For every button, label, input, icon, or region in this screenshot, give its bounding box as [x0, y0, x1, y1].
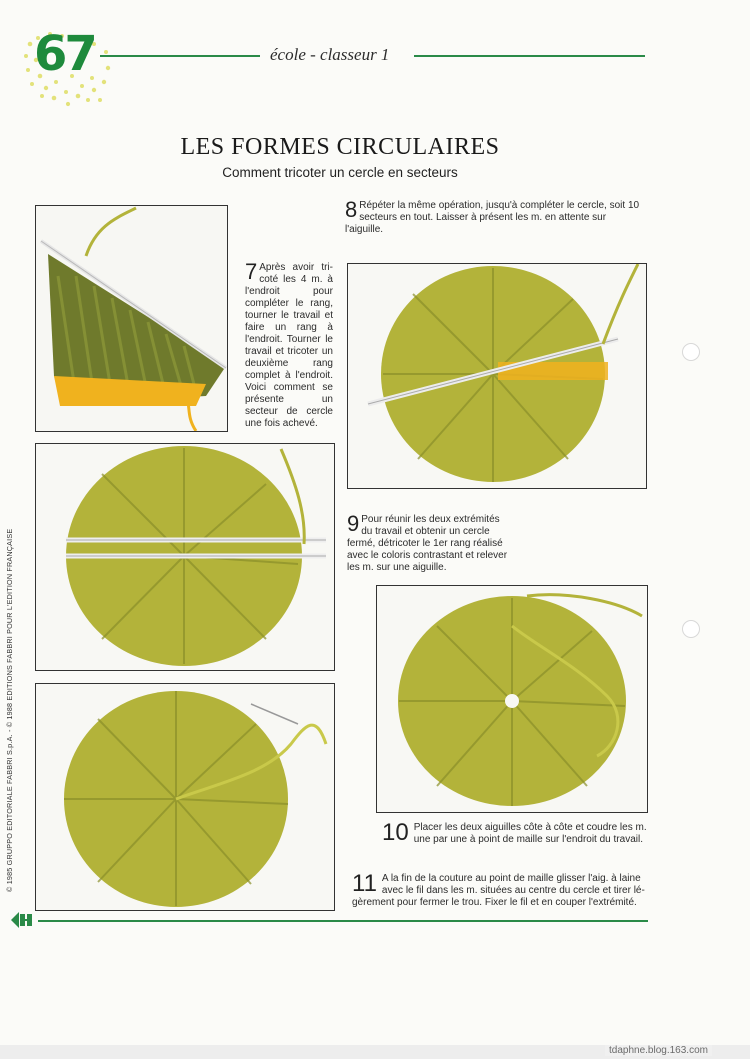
header-rule-left	[100, 55, 260, 57]
step-10-number: 10	[382, 819, 409, 846]
step-7-text: Après avoir tricoté les 4 m. à l'endroit pour compléter le rang, tourner le travail et faire un rang à l'endroit. Tourner le travail et tricoter un deuxième rang complet à l'endroit. Voici comment se présente un secteur de cercle une fois achevé.	[245, 262, 333, 429]
footer-rule	[38, 920, 648, 922]
step-7-number: 7	[245, 259, 258, 284]
photo-step-10	[376, 585, 648, 813]
step-9	[347, 511, 512, 574]
step-9-text: Pour réunir les deux extrémités du travail et obtenir un cercle fermé, détricoter le 1er rang réalisé avec le coloris contrastant et relever les m. sur une aiguille.	[347, 514, 508, 573]
step-10	[382, 819, 647, 846]
double-arrow-logo-icon	[11, 912, 35, 928]
step-11-number: 11	[352, 870, 377, 897]
step-11	[352, 870, 648, 909]
step-9-number: 9	[347, 511, 360, 536]
photo-step-9	[35, 443, 335, 671]
page-subtitle: Comment tricoter un cercle en secteurs	[222, 165, 458, 180]
section-title: école - classeur 1	[270, 45, 390, 64]
step-8-text: Répéter la même opération, jusqu'à compléter le cercle, soit 10 secteurs en tout. Laisser à présent les m. en attente sur l'aiguille.	[345, 200, 640, 235]
step-11-text: A la fin de la couture au point de maille glisser l'aig. à laine avec le fil dans les m. situées au centre du cercle et tirer légèrement pour fermer le trou. Fixer le fil et en couper l'extrémité.	[352, 873, 645, 908]
step-7	[245, 259, 333, 430]
page-number: 67	[34, 26, 95, 82]
photo-step-7	[35, 205, 228, 432]
step-10-text: Placer les deux aiguilles côte à côte et coudre les m. une par une à point de maille sur l'endroit du travail.	[413, 822, 647, 845]
binder-hole	[682, 343, 700, 361]
header-rule-right	[414, 55, 645, 57]
step-8	[345, 197, 645, 236]
photo-step-8	[347, 263, 647, 489]
binder-hole	[682, 620, 700, 638]
page-title: LES FORMES CIRCULAIRES	[180, 134, 500, 160]
photo-step-11	[35, 683, 335, 911]
copyright-notice: © 1985 GRUPPO EDITORIALE FABBRI S.p.A. - © 1988 EDITIONS FABBRI POUR L'EDITION FRANÇAISE	[5, 528, 14, 892]
step-8-number: 8	[345, 197, 358, 222]
watermark: tdaphne.blog.163.com	[605, 1045, 712, 1056]
